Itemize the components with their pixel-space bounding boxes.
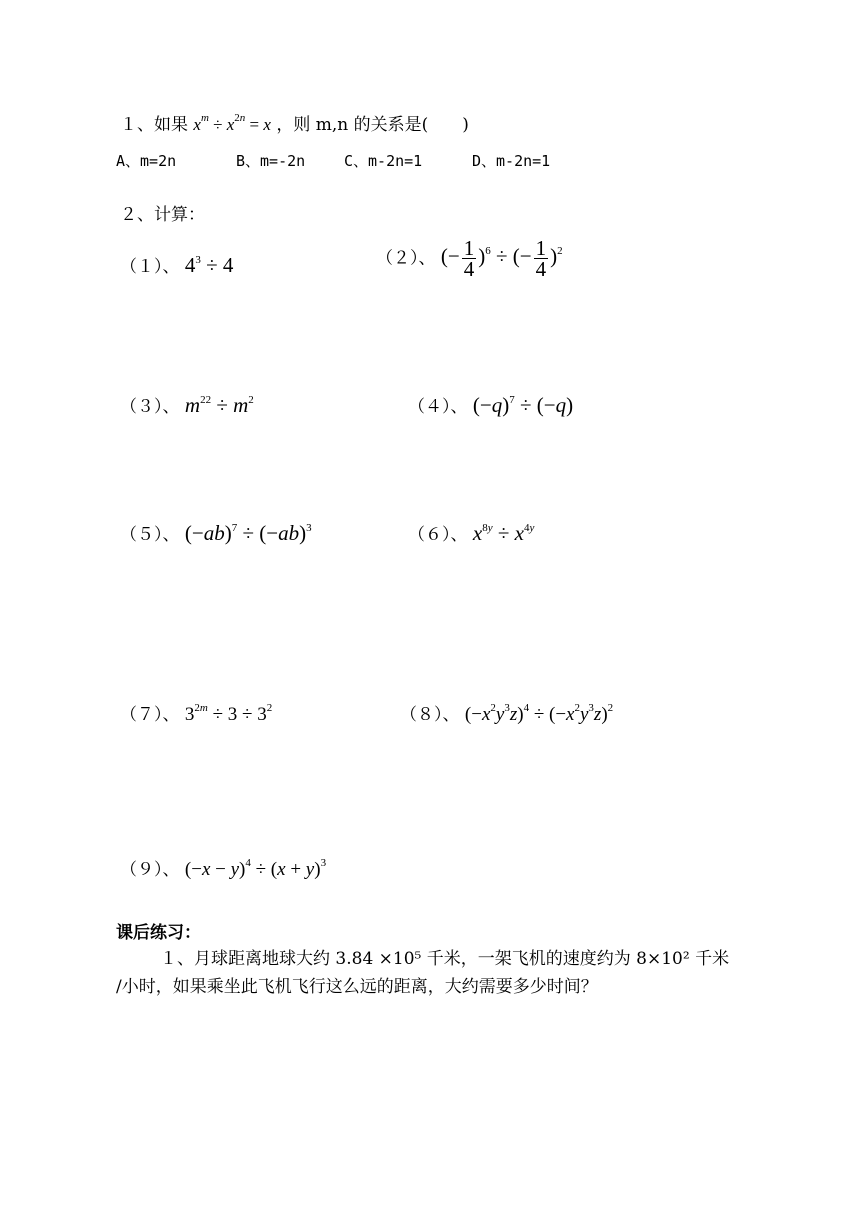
problem-1-label: （１）、	[120, 257, 180, 277]
problem-2-label: （２）、	[376, 248, 436, 269]
question-1-suffix: ，则 m,n 的关系是( )	[276, 115, 469, 135]
problem-9-expression: $(-x - y)^4 \div (x + y)^3$	[184, 857, 327, 880]
problem-8	[400, 700, 613, 726]
question-2-title: ２、计算：	[120, 205, 205, 225]
problem-6	[408, 520, 534, 546]
problem-6-label: （６）、	[408, 525, 468, 545]
homework-heading: 课后练习：	[116, 923, 201, 943]
problem-1	[120, 252, 233, 278]
problem-1-expression: $4^3 \div 4$	[184, 253, 234, 277]
question-1-option-d: D、m-2n=1	[472, 152, 551, 170]
problem-7-label: （７）、	[120, 705, 180, 725]
problem-3-expression: $m^{22} \div m^2$	[184, 393, 254, 417]
homework-line-2: /小时，如果乘坐此飞机飞行这么远的距离，大约需要多少时间？	[116, 977, 598, 997]
problem-6-expression: $x^{8y} \div x^{4y}$	[472, 521, 535, 545]
problem-2	[376, 238, 563, 279]
question-1-option-c: C、m-2n=1	[344, 152, 423, 170]
problem-9-label: （９）、	[120, 860, 180, 880]
problem-4-label: （４）、	[408, 397, 468, 417]
question-1-option-a: A、m=2n	[116, 152, 177, 170]
problem-5-label: （５）、	[120, 525, 180, 545]
problem-2-expression: (− $\frac{1}{4}$ )$^6$ ÷ (− $\frac{1}{4}$ )$^2$	[440, 236, 563, 281]
problem-7	[120, 700, 272, 726]
problem-5-expression: $(-ab)^7 \div (-ab)^3$	[184, 521, 312, 545]
problem-8-label: （８）、	[400, 705, 460, 725]
problem-3	[120, 392, 254, 418]
problem-5	[120, 520, 312, 546]
problem-9	[120, 855, 326, 881]
problem-8-expression: $(-x^2y^3z)^4 \div (-x^2y^3z)^2$	[464, 702, 614, 725]
problem-4-expression: $(-q)^7 \div (-q)$	[472, 393, 574, 417]
homework-line-1: １、月球距离地球大约 3.84 ×10⁵ 千米，一架飞机的速度约为 8×10² 千米	[160, 949, 730, 969]
problem-4	[408, 392, 573, 418]
problem-3-label: （３）、	[120, 397, 180, 417]
question-1-option-b: B、m=-2n	[236, 152, 306, 170]
question-1-prefix: １、如果	[120, 115, 188, 135]
problem-7-expression: $3^{2m} \div 3 \div 3^2$	[184, 702, 273, 725]
question-1-expression: $x^m \div x^{2n} = x$	[193, 112, 271, 134]
question-1	[120, 110, 469, 135]
